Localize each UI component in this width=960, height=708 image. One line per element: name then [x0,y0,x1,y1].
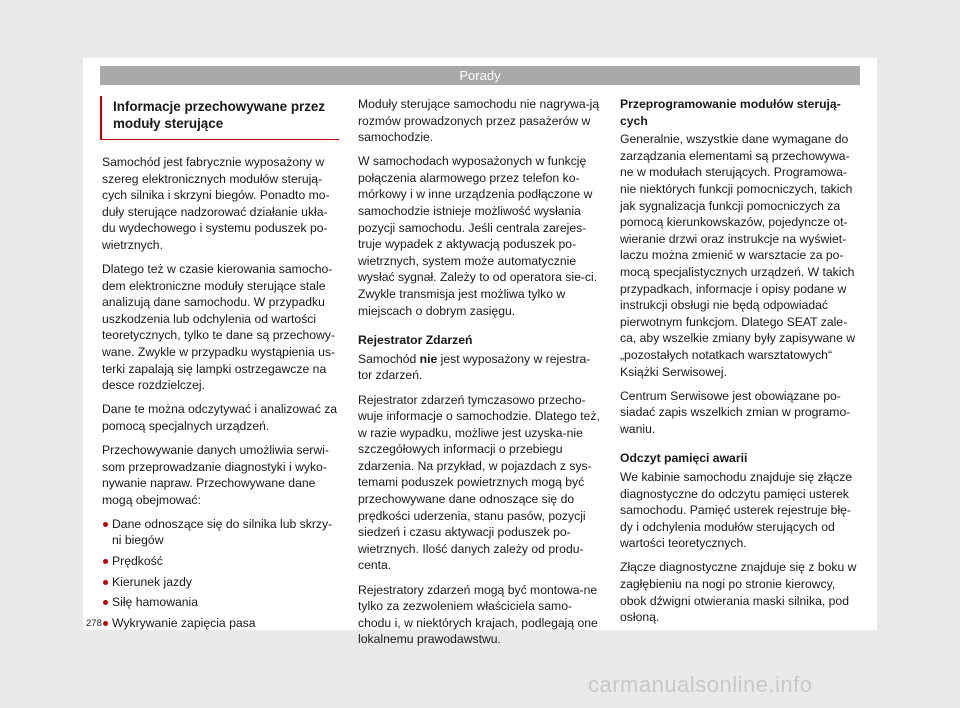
list-item: Siłę hamowania [102,594,339,611]
text-run: jest wyposażony w rejestra-tor zdarzeń. [358,351,591,383]
paragraph: We kabinie samochodu znajduje się złącze diagnostyczne do odczytu pamięci usterek samochodu. Pamięć usterek rejestruje błę-dy i odchylenia modułów sterujących od wartości teoretycznych. [620,469,853,551]
watermark: carmanualsonline.info [588,672,813,697]
paragraph: Dane te można odczytywać i analizować za pomocą specjalnych urządzeń. [102,402,338,433]
paragraph: W samochodach wyposażonych w funkcję połączenia alarmowego przez telefon ko-mórkowy i w inne urządzenia podłączone w samochodzie istnieje możliwość wysłania pozycji samochodu. Jeśli centrala zarejes-truje wypadek z aktywacją poduszek po-wietrznych, system może automatycznie wysłać sygnał. Zależy to od operatora sie-ci. Zwykle transmisja jest możliwa tylko w miejscach o dobrym zasięgu. [358,154,598,318]
column-middle [358,96,601,655]
section-title-line1: Informacje przechowywane przez [113,99,326,114]
paragraph: Złącze diagnostyczne znajduje się z boku w zagłębieniu na nogi po stronie kierowcy, obok dźwigni otwierania maski silnika, pod osłoną. [620,560,857,625]
section-title [113,98,339,132]
paragraph [358,351,601,384]
section-title-line2: moduły sterujące [113,116,224,131]
paragraph: Centrum Serwisowe jest obowiązane po-siadać zapis wszelkich zmian w programo-waniu. [620,388,851,436]
paragraph: Generalnie, wszystkie dane wymagane do zarządzania elementami są przechowywa-ne w modułach sterujących. Programowa-nie niektórych funkcji pomocniczych, takich jak sygnalizacja funkcji pomocniczych za pomocą kierunkowskazów, pojedyncze ot-wieranie drzwi oraz instrukcje na wyświet-laczu można zmienić w warsztacie za po-mocą specjalistycznych urządzeń. W takich przypadkach, informacje i opisy podane w instrukcji obsługi nie będą odpowiadać pierwotnym funkcjom. Dlatego SEAT zale-ca, aby wszelkie zmiany były zapisywane w „pozostałych notatkach warsztatowych“ Książki Serwisowej. [620,132,856,379]
subheading-reprogramming: Przeprogramowanie modułów sterują-cych [620,97,841,128]
section-title-box [100,96,339,140]
stored-data-list [102,516,339,632]
section-header: Porady [100,66,860,85]
list-item: Prędkość [102,553,339,570]
text-run: Samochód [358,351,420,366]
paragraph: Moduły sterujące samochodu nie nagrywa-ją rozmów prowadzonych przez pasażerów w samochodzie. [358,97,600,145]
paragraph: Dlatego też w czasie kierowania samocho-dem elektroniczne moduły sterujące stale analizują dane samochodu. W przypadku uszkodzenia lub odchylenia od wartości teoretycznych, tylko te dane są przechowy-wane. Zwykle w przypadku wystąpienia us-terki zapalają się lampki ostrzegawcze na desce rozdzielczej. [102,262,336,393]
list-item: Dane odnoszące się do silnika lub skrzy-ni biegów [102,516,339,549]
paragraph: Samochód jest fabrycznie wyposażony w szereg elektronicznych modułów sterują-cych silnika i skrzyni biegów. Ponadto mo-duły sterujące nadzorować działanie ukła-du wydechowego i systemu poduszek po-wietrznych. [102,155,330,252]
page-number: 278 [86,618,102,629]
emphasis-text: nie [419,351,438,366]
subheading-event-recorder: Rejestrator Zdarzeń [358,333,473,348]
column-left [102,96,339,635]
subheading-fault-memory: Odczyt pamięci awarii [620,451,748,466]
paragraph: Rejestratory zdarzeń mogą być montowa-ne tylko za zezwoleniem właściciela samo-chodu i, w niektórych krajach, podlegają one lokalnemu prawodawstwu. [358,582,598,647]
paragraph: Przechowywanie danych umożliwia serwi-som przeprowadzanie diagnostyki i wyko-nywanie napraw. Przechowywane dane mogą obejmować: [102,443,329,507]
list-item: Wykrywanie zapięcia pasa [102,615,339,632]
list-item: Kierunek jazdy [102,574,339,591]
paragraph: Rejestrator zdarzeń tymczasowo przecho-wuje informacje o samochodzie. Dlatego też, w razie wypadku, możliwe jest uzyska-nie szczegółowych informacji o przebiegu zdarzenia. Na przykład, w pojazdach z sys-temami poduszek powietrznych mogą być przechowywane dane odnoszące się do prędkości uderzenia, stanu pasów, pozycji siedzeń i czasu aktywacji poduszek po-wietrznych. Ilość danych zależy od produ-centa. [358,392,600,573]
column-right [620,96,860,633]
